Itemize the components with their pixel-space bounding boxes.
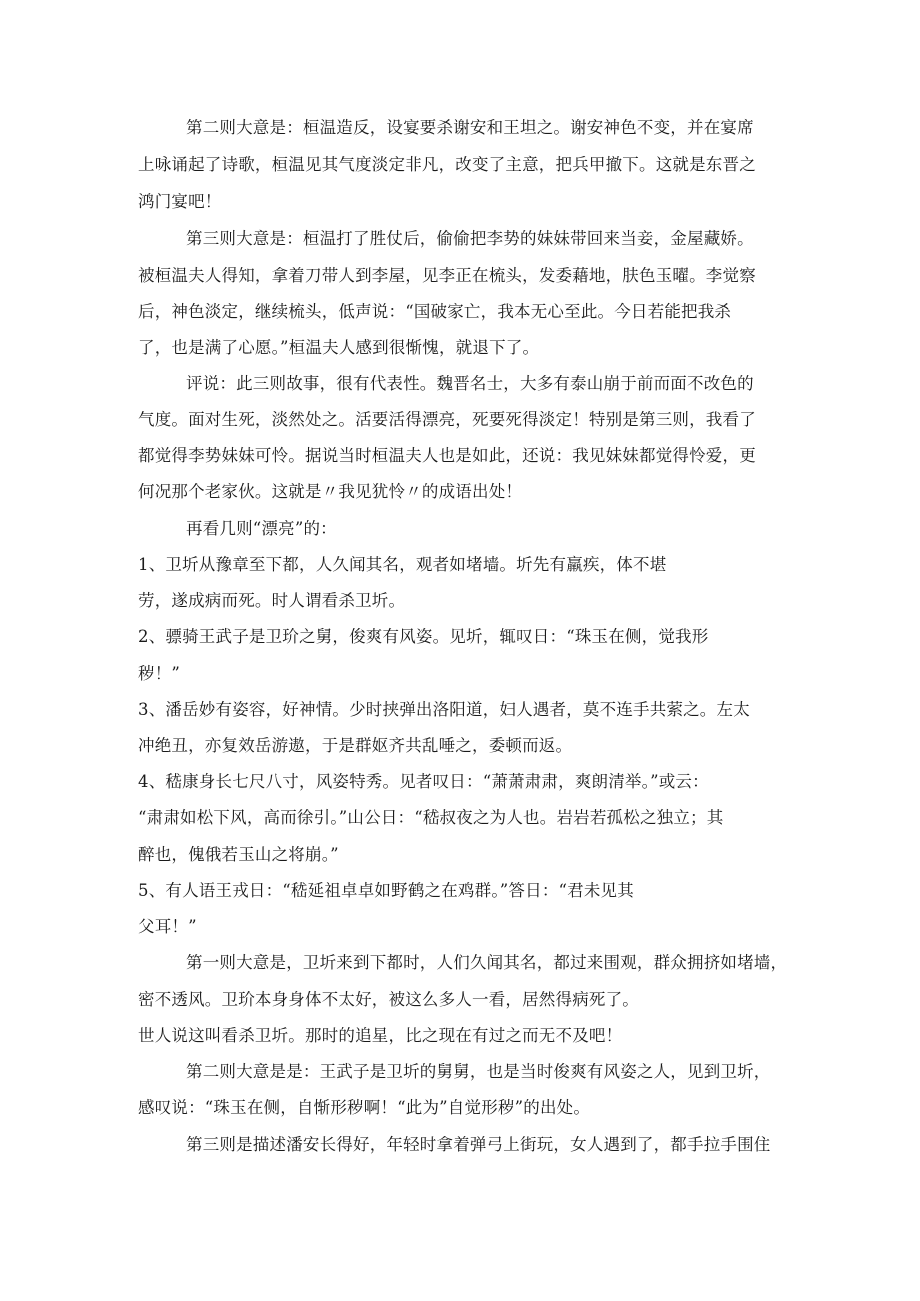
text-line: 世人说这叫看杀卫圻。那时的追星，比之现在有过之而无不及吧！ — [138, 1026, 623, 1045]
text-line: 醉也，傀俄若玉山之将崩。” — [138, 845, 339, 864]
text-line: 第二则大意是：桓温造反，设宴要杀谢安和王坦之。谢安神色不变，并在宴席 — [186, 118, 754, 137]
text-line: 2、骠骑王武子是卫玠之舅，俊爽有风姿。见圻，辄叹日：“珠玉在侧，觉我形 — [138, 627, 709, 646]
text-line: 密不透风。卫玠本身身体不太好，被这么多人一看，居然得病死了。 — [138, 990, 639, 1009]
text-line: 感叹说：“珠玉在侧，自惭形秽啊！“此为”自觉形秽”的出处。 — [138, 1098, 591, 1117]
text-line: 评说：此三则故事，很有代表性。魏晋名士，大多有泰山崩于前而面不改色的 — [186, 374, 754, 393]
text-line: 鸿门宴吧！ — [138, 192, 222, 211]
text-line: 劳，遂成病而死。时人谓看杀卫圻。 — [138, 591, 406, 610]
text-line: 父耳！” — [138, 917, 197, 936]
text-line: 5、有人语王戎日：“嵇延祖卓卓如野鹤之在鸡群。”答日：“君未见其 — [138, 881, 634, 900]
text-line: 气度。面对生死，淡然处之。活要活得漂亮，死要死得淡定！特别是第三则，我看了 — [138, 410, 756, 429]
text-line: 再看几则“漂亮”的： — [186, 519, 337, 538]
text-line: 第三则大意是：桓温打了胜仗后，偷偷把李势的妹妹带回来当妾，金屋藏娇。 — [186, 229, 754, 248]
text-line: 4、嵇康身长七尺八寸，风姿特秀。见者叹日：“萧萧肃肃，爽朗清举。”或云： — [138, 772, 709, 791]
text-line: 何况那个老家伙。这就是〃我见犹怜〃的成语出处！ — [138, 482, 523, 501]
text-line: 后，神色淡定，继续梳头，低声说：“国破家亡，我本无心至此。今日若能把我杀 — [138, 302, 732, 321]
text-line: 冲绝丑，亦复效岳游遨，于是群妪齐共乱唾之，委顿而返。 — [138, 736, 573, 755]
text-line: 1、卫圻从豫章至下都，人久闻其名，观者如堵墙。圻先有羸疾，体不堪 — [138, 555, 667, 574]
text-line: 第三则是描述潘安长得好，年轻时拿着弹弓上街玩，女人遇到了，都手拉手围住 — [186, 1135, 771, 1154]
text-line: 都觉得李势妹妹可怜。据说当时桓温夫人也是如此，还说：我见妹妹都觉得怜爱，更 — [138, 446, 756, 465]
text-line: “肃肃如松下风，高而徐引。”山公日：“嵇叔夜之为人也。岩岩若孤松之独立；其 — [138, 808, 724, 827]
text-line: 第一则大意是，卫圻来到下都时，人们久闻其名，都过来围观，群众拥挤如堵墙， — [186, 953, 788, 972]
text-line: 3、潘岳妙有姿容，好神情。少时挟弹出洛阳道，妇人遇者，莫不连手共萦之。左太 — [138, 700, 750, 719]
text-line: 上咏诵起了诗歌，桓温见其气度淡定非凡，改变了主意，把兵甲撤下。这就是东晋之 — [138, 155, 756, 174]
text-line: 秽！” — [138, 664, 181, 683]
text-line: 第二则大意是是：王武子是卫圻的舅舅，也是当时俊爽有风姿之人，见到卫圻， — [186, 1062, 771, 1081]
text-line: 被桓温夫人得知，拿着刀带人到李屋，见李正在梳头，发委藉地，肤色玉曜。李觉察 — [138, 266, 756, 285]
text-line: 了，也是满了心愿。”桓温夫人感到很惭愧，就退下了。 — [138, 338, 540, 357]
